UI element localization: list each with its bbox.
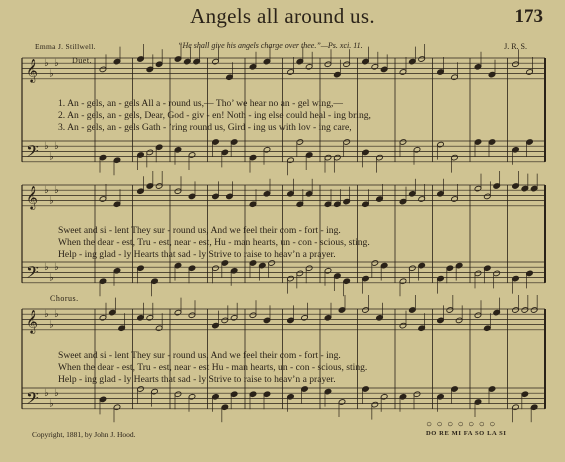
system1-verse3: 3. An - gels, an - gels Gath - ’ring round us, Gird - ing us with lov - ing care,: [58, 122, 352, 133]
composer-initials: J. R. S.: [504, 42, 527, 51]
system1-verse2: 2. An - gels, an - gels, Dear, God - giv - en! Noth - ing else could heal - ing bring,: [58, 110, 371, 121]
key-flat-symbol: ♭: [44, 141, 49, 153]
bass-clef-symbol: 𝄢: [26, 261, 39, 286]
copyright-notice: Copyright, 1881, by John J. Hood.: [32, 430, 136, 439]
system1-verse1: 1. An - gels, an - gels All a - round us,— Tho’ we hear no an - gel wing,—: [58, 98, 344, 109]
key-flat-symbol: ♭: [54, 185, 59, 197]
key-flat-symbol: ♭: [54, 388, 59, 400]
system2-verse2: When the dear - est, Tru - est, near - est, Hu - man hearts, un - con - scious, sting.: [58, 237, 370, 248]
solfa-legend: [426, 419, 507, 437]
chorus-marker: Chorus.: [50, 294, 79, 303]
bass-clef-symbol: 𝄢: [26, 140, 39, 165]
key-flat-symbol: ♭: [49, 195, 54, 207]
key-flat-symbol: ♭: [44, 309, 49, 321]
treble-clef-symbol: 𝄞: [26, 308, 38, 333]
duet-marker: Duet.: [72, 56, 93, 65]
key-flat-symbol: ♭: [54, 262, 59, 274]
solfa-shape-notes: ○ ○ ○ ○ ○ ○ ○: [426, 419, 497, 430]
key-flat-symbol: ♭: [54, 141, 59, 153]
page-number: 173: [514, 6, 543, 27]
treble-clef-symbol: 𝄞: [26, 184, 38, 209]
author-credit: Emma J. Stillwell.: [35, 42, 96, 51]
treble-clef-symbol: 𝄞: [26, 57, 38, 82]
key-flat-symbol: ♭: [49, 272, 54, 284]
key-flat-symbol: ♭: [49, 68, 54, 80]
key-flat-symbol: ♭: [44, 58, 49, 70]
key-flat-symbol: ♭: [49, 319, 54, 331]
key-flat-symbol: ♭: [49, 151, 54, 163]
key-flat-symbol: ♭: [44, 262, 49, 274]
key-flat-symbol: ♭: [49, 398, 54, 410]
solfa-syllables: DO RE MI FA SO LA SI: [426, 430, 507, 437]
key-flat-symbol: ♭: [54, 309, 59, 321]
key-flat-symbol: ♭: [54, 58, 59, 70]
system2-verse1: Sweet and si - lent They sur - round us, And we feel their com - fort - ing.: [58, 225, 341, 236]
bass-clef-symbol: 𝄢: [26, 387, 39, 412]
key-flat-symbol: ♭: [44, 388, 49, 400]
system3-verse2: When the dear - est, Tru - est, near - est Hu - man hearts, un - con - scious, sting.: [58, 362, 368, 373]
system2-verse3: Help - ing glad - ly Hearts that sad - ly Strive to raise to heav’n a prayer.: [58, 249, 336, 260]
key-flat-symbol: ♭: [44, 185, 49, 197]
system3-verse3: Help - ing glad - ly Hearts that sad - ly Strive to raise to heav’n a prayer.: [58, 374, 336, 385]
scripture-epigraph: “He shall give his angels charge over thee.”—Ps. xci. 11.: [178, 41, 363, 50]
hymn-title: Angels all around us.: [190, 4, 375, 28]
system3-verse1: Sweet and si - lent They sur - round us, And we feel their com - fort - ing.: [58, 350, 341, 361]
